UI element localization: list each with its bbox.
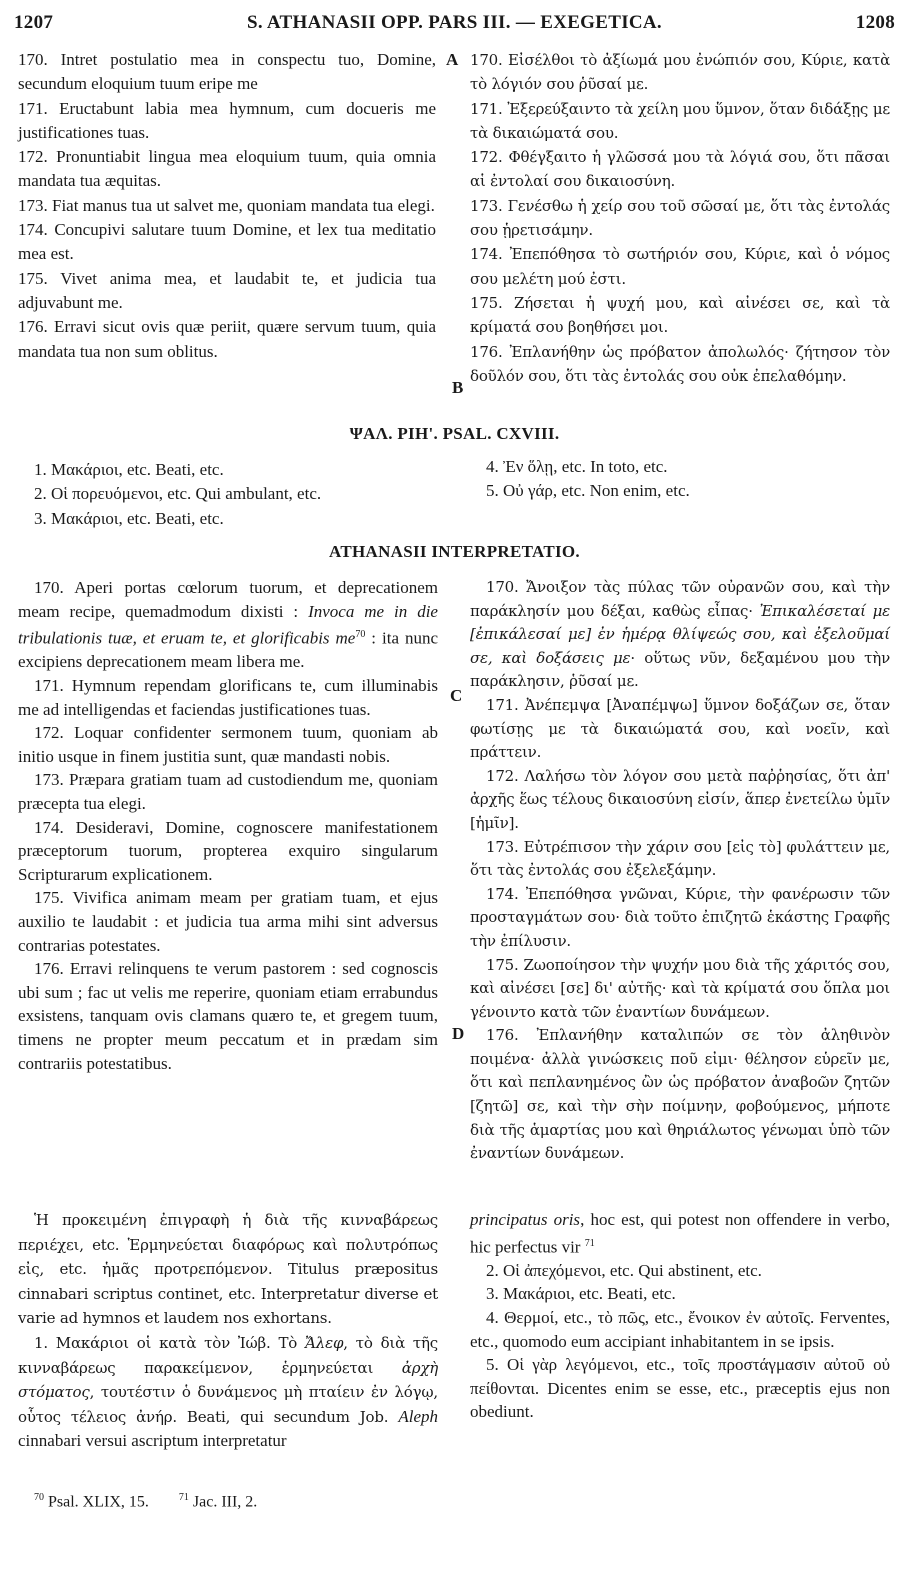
margin-letter-c: C bbox=[450, 686, 463, 705]
psalm-list-item: 1. Μακάριοι, etc. Beati, etc. bbox=[34, 460, 224, 479]
verse-greek: 171. Ἐξερεύξαιντο τὰ χείλη μου ὕμνον, ὅταν διδάξῃς με τὰ δικαιώματά σου. bbox=[470, 99, 890, 142]
top-greek-column bbox=[470, 48, 890, 388]
interp-latin-172: 172. Loquar confidenter sermonem tuum, quoniam ab initio usque in finem justitia sunt, quæ mandasti nobis. bbox=[18, 723, 438, 766]
notes-left-column bbox=[18, 1208, 438, 1453]
running-header bbox=[14, 12, 895, 38]
footnote-ref: 71 bbox=[584, 1237, 595, 1249]
note-paragraph: 3. Μακάριοι, etc. Beati, etc. bbox=[486, 1284, 676, 1304]
psalm-list-right bbox=[486, 455, 886, 504]
note-paragraph: 4. Θερμοί, etc., τὸ πῶς, etc., ἔνοικον ἐν αὐτοῖς. Ferventes, etc., quomodo eum accipiant inhabitantem in se ipsis. bbox=[470, 1308, 890, 1351]
interp-greek-174: 174. Ἐπεπόθησα γνῶναι, Κύριε, τὴν φανέρωσιν τῶν προσταγμάτων σου· διὰ τοῦτο ἐπιζητῶ ἑκάστης Γραφῆς τὴν ἐπίλυσιν. bbox=[470, 884, 890, 950]
verse-latin: 176. Erravi sicut ovis quæ periit, quære servum tuum, quia mandata tua non sum oblitus. bbox=[18, 317, 436, 361]
interp-latin-171: 171. Hymnum rependam glorificans te, cum illuminabis me ad intelligendas et faciendas justificationes tuas. bbox=[18, 676, 438, 719]
footnote-ref: 70 bbox=[355, 629, 366, 641]
note-paragraph: Ἡ προκειμένη ἐπιγραφὴ ἡ διὰ τῆς κινναβάρεως περιέχει, etc. Ἑρμηνεύεται διαφόρως καὶ πολυτρόπως εἰς, etc. ἡμᾶς προτρεπόμενον. Titulus præpositus cinnabari scriptus continet, etc. Interpretatur diverse et varie ad hymnos et laudem nos exhortans. bbox=[18, 1211, 438, 1328]
verse-latin: 173. Fiat manus tua ut salvet me, quoniam mandata tua elegi. bbox=[18, 195, 435, 215]
psalm-list-item: 3. Μακάριοι, etc. Beati, etc. bbox=[34, 508, 224, 528]
interp-greek-172: 172. Λαλήσω τὸν λόγον σου μετὰ παῤῥησίας, ὅτι ἀπ' ἀρχῆς ἕως τέλους δικαιοσύνη εἰσίν, ἅπερ ἐνετείλω ὑμῖν [ἡμῖν]. bbox=[470, 766, 890, 832]
interpretation-latin-column bbox=[18, 576, 438, 1075]
interp-latin-176: 176. Erravi relinquens te verum pastorem : sed cognoscis ubi sum ; fac ut velis me reperire, quoniam etiam errabundus exsistens, tanquam ovis clamans quæro te, et gregem tuum, timens ne propter meum peccatum et in prædam sim contrariis potestatibus. bbox=[18, 959, 438, 1073]
verse-greek: 173. Γενέσθω ἡ χείρ σου τοῦ σῶσαί με, ὅτι τὰς ἐντολάς σου ᾑρετισάμην. bbox=[470, 196, 890, 240]
psalm-heading: ΨΑΛ. ΡΙΗ'. PSAL. CXVIII. bbox=[349, 424, 560, 443]
verse-greek: 174. Ἐπεπόθησα τὸ σωτήριόν σου, Κύριε, καὶ ὁ νόμος σου μελέτη μού ἐστι. bbox=[470, 245, 890, 288]
interp-latin-175: 175. Vivifica animam meam per gratiam tuam, et ejus auxilio te laudabit : et judicia tua arma mihi sint adversus contrarias potestates. bbox=[18, 888, 438, 955]
top-latin-column bbox=[18, 48, 436, 364]
interpretation-heading: ATHANASII INTERPRETATIO. bbox=[329, 542, 580, 561]
interp-latin-174: 174. Desideravi, Domine, cognoscere manifestationem præceptorum tuorum, propterea exquiro singularum Scripturarum explicationem. bbox=[18, 817, 438, 884]
margin-letter-d: D bbox=[452, 1024, 465, 1043]
interp-latin-173: 173. Præpara gratiam tuam ad custodiendum me, quoniam præcepta tua elegi. bbox=[18, 770, 438, 813]
psalm-list-item: 2. Οἱ πορευόμενοι, etc. Qui ambulant, etc. bbox=[34, 484, 322, 504]
footnote-number: 71 bbox=[178, 1492, 189, 1503]
margin-letter-b: B bbox=[452, 378, 464, 397]
scripture-quote: Invoca me in die tribulationis tuæ, et eruam te, et glorificabis me bbox=[18, 601, 438, 648]
psalm-list-item: 4. Ἐν ὅλῃ, etc. In toto, etc. bbox=[486, 457, 668, 476]
interp-greek-175: 175. Ζωοποίησον τὴν ψυχήν μου διὰ τῆς χάριτός σου, καὶ αἰνέσει [σε] δι' αὐτῆς· καὶ τὰ κρίματά σου ὅπλα μοι γένοιντο κατὰ τῶν ἐναντίων δυνάμεων. bbox=[470, 955, 890, 1021]
verse-latin: 171. Eructabunt labia mea hymnum, cum docueris me justificationes tuas. bbox=[18, 98, 436, 142]
margin-letter-a: A bbox=[446, 50, 459, 69]
interp-latin-170: 170. Aperi portas cœlorum tuorum, et deprecationem meam recipe, quemadmodum dixisti : Invoca me in die tribulationis tuæ, et eruam te, et glorificabis $me^{70}$ : ita nunc excipiens deprecationem meam libera me. bbox=[18, 578, 438, 672]
note-paragraph: 1. Μακάριοι οἱ κατὰ τὸν Ἰώβ. Τὸ Ἄλεφ, τὸ διὰ τῆς κινναβάρεως παρακείμενον, ἑρμηνεύεται ἀρχὴ στόματος, τουτέστιν ὁ δυνάμενος μὴ πταίειν ἐν λόγῳ, οὗτος τέλειος ἀνήρ. Beati, qui secundum Job. Aleph cinnabari versui ascriptum interpretatur bbox=[18, 1333, 438, 1451]
footnote-text: Psal. XLIX, 15. bbox=[48, 1493, 149, 1511]
footnote-number: 70 bbox=[34, 1492, 44, 1503]
verse-greek: 176. Ἐπλανήθην ὡς πρόβατον ἀπολωλός· ζήτησον τὸν δοῦλόν σου, ὅτι τὰς ἐντολάς σου οὐκ ἐπελαθόμην. bbox=[470, 342, 890, 385]
interpretation-greek-column bbox=[470, 576, 890, 1166]
page-number-left: 1207 bbox=[14, 12, 54, 33]
verse-greek: 175. Ζήσεται ἡ ψυχή μου, καὶ αἰνέσει σε, καὶ τὰ κρίματά σου βοηθήσει μοι. bbox=[470, 293, 890, 337]
interp-greek-171: 171. Ἀνέπεμψα [Ἀναπέμψω] ὕμνον δοξάζων σε, ὅταν φωτίσῃς με τὰ δικαιώματά σου, καὶ νοεῖν, καὶ πράττειν. bbox=[470, 695, 890, 762]
page-number-right: 1208 bbox=[855, 12, 895, 33]
note-paragraph: 2. Οἱ ἀπεχόμενοι, etc. Qui abstinent, etc. bbox=[486, 1260, 762, 1280]
verse-greek: 172. Φθέγξαιτο ἡ γλῶσσά μου τὰ λόγιά σου, ὅτι πᾶσαι αἱ ἐντολαί σου δικαιοσύνη. bbox=[470, 148, 890, 191]
scripture-quote: Ἐπικαλέσεταί με [ἐπικάλεσαί με] ἐν ἡμέρᾳ θλίψεώς σου, καὶ ἐξελοῦμαί σε, καὶ δοξάσεις με bbox=[470, 601, 890, 667]
verse-greek: 170. Εἰσέλθοι τὸ ἀξίωμά μου ἐνώπιόν σου, Κύριε, κατὰ τὸ λόγιόν σου ῥῦσαί με. bbox=[470, 51, 890, 94]
footnotes bbox=[34, 1492, 257, 1511]
note-paragraph: principatus oris, hoc est, qui potest non offendere in verbo, hic perfectus vir $^{71}$ bbox=[470, 1210, 890, 1257]
psalm-list-item: 5. Οὐ γάρ, etc. Non enim, etc. bbox=[486, 481, 690, 501]
interp-greek-173: 173. Εὐτρέπισον τὴν χάριν σου [εἰς τὸ] φυλάττειν με, ὅτι τὰς ἐντολάς σου ἐξελεξάμην. bbox=[470, 837, 890, 880]
psalm-list-left bbox=[34, 458, 454, 531]
running-title: S. ATHANASII OPP. PARS III. — EXEGETICA. bbox=[247, 12, 662, 33]
note-paragraph: 5. Οἱ γὰρ λεγόμενοι, etc., τοῖς προστάγμασιν αὐτοῦ οὐ πείθονται. Dicentes enim se esse, etc., præceptis ejus non obediunt. bbox=[470, 1355, 890, 1422]
interp-greek-170: 170. Ἄνοιξον τὰς πύλας τῶν οὐρανῶν σου, καὶ τὴν παράκλησίν μου δέξαι, καθὼς εἶπας· Ἐπικαλέσεταί με [ἐπικάλεσαί με] ἐν ἡμέρᾳ θλίψεώς σου, καὶ ἐξελοῦμαί σε, καὶ δοξάσεις με· οὕτως νῦν, δεξαμένου μου τὴν παράκλησιν, ῥῦσαί με. bbox=[470, 578, 890, 691]
notes-right-column bbox=[470, 1208, 890, 1424]
interp-greek-176: 176. Ἐπλανήθην καταλιπών σε τὸν ἀληθινὸν ποιμένα· ἀλλὰ γινώσκεις ποῦ εἰμι· θέλησον εὑρεῖν με, ὅτι καὶ πεπλανημένος ὢν ὡς πρόβατον ἀναβοῶν ζητῶν [ζητῶ] σε, καὶ τὴν σὴν ποίμνην, φοβούμενος, μήποτε διὰ τῆς ἁμαρτίας μου καὶ θηριάλωτος γένωμαι ὑπὸ τῶν ἐναντίων δυνάμεων. bbox=[470, 1026, 890, 1163]
verse-latin: 172. Pronuntiabit lingua mea eloquium tuum, quia omnia mandata tua æquitas. bbox=[18, 147, 436, 191]
footnote-text: Jac. III, 2. bbox=[192, 1493, 258, 1511]
verse-latin: 175. Vivet anima mea, et laudabit te, et judicia tua adjuvabunt me. bbox=[18, 268, 436, 312]
verse-latin: 170. Intret postulatio mea in conspectu tuo, Domine, secundum eloquium tuum eripe me bbox=[18, 50, 436, 94]
verse-latin: 174. Concupivi salutare tuum Domine, et lex tua meditatio mea est. bbox=[18, 220, 436, 264]
